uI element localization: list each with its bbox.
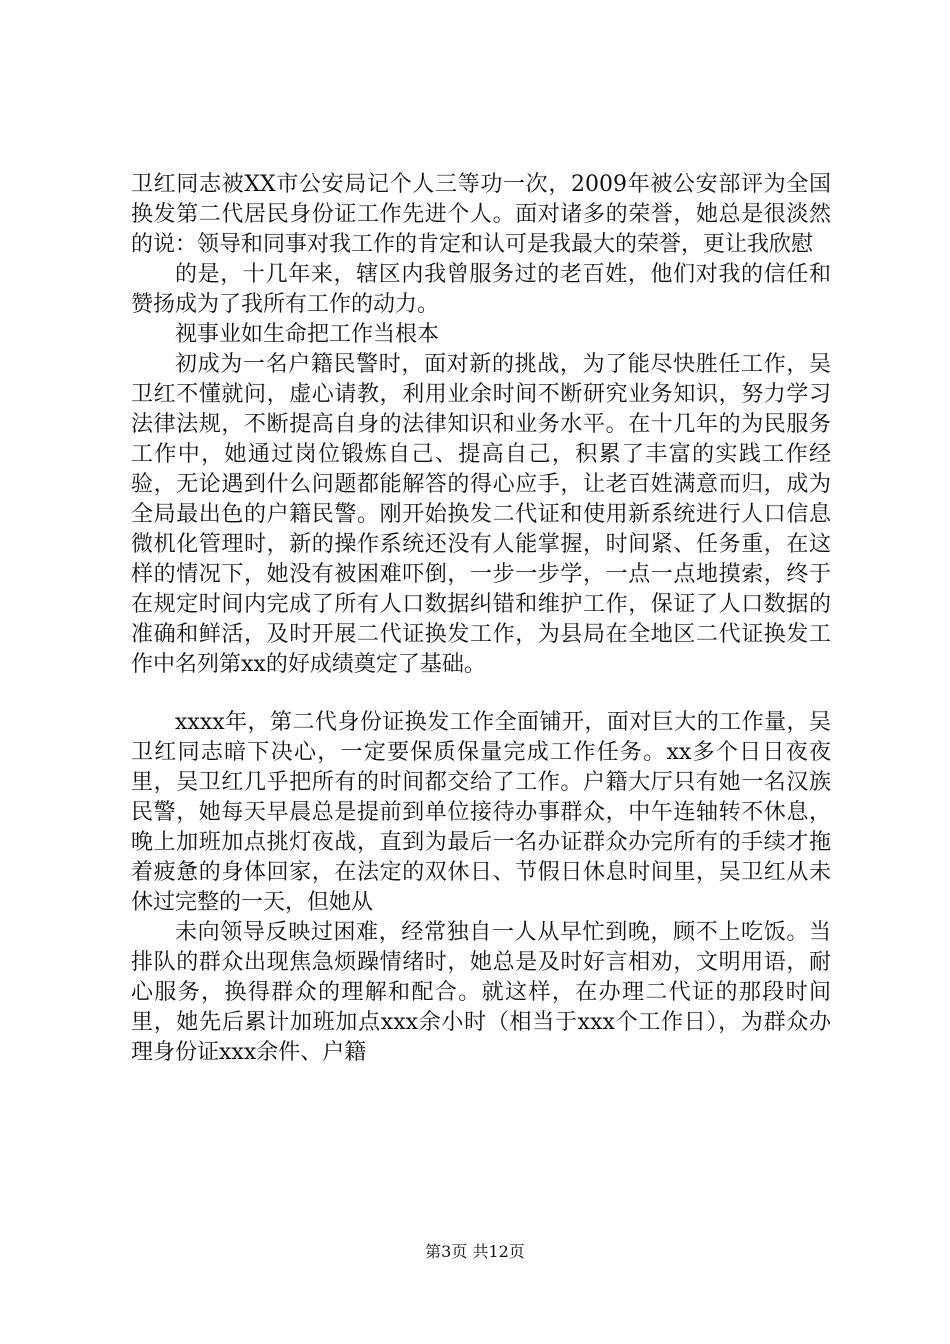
paragraph-3: 初成为一名户籍民警时，面对新的挑战，为了能尽快胜任工作，吴卫红不懂就问，虚心请教，利用业余时间不断研究业务知识，努力学习法律法规，不断提高自身的法律知识和业务水平。在十几年的为民服务工作中，她通过岗位锻炼自己、提高自己，积累了丰富的实践工作经验，无论遇到什么问题都能解答的得心应手，让老百姓满意而归，成为全局最出色的户籍民警。刚开始换发二代证和使用新系统进行人口信息微机化管理时，新的操作系统还没有人能掌握，时间紧、任务重，在这样的情况下，她没有被困难吓倒，一步一步学，一点一点地摸索，终于在规定时间内完成了所有人口数据纠错和维护工作，保证了人口数据的准确和鲜活，及时开展二代证换发工作，为县局在全地区二代证换发工作中名列第xx的好成绩奠定了基础。 xyxy=(131,352,831,677)
page-footer: 第3页 共12页 xyxy=(425,1242,525,1261)
paragraph-1: 卫红同志被XX市公安局记个人三等功一次，2009年被公安部评为全国换发第二代居民身份证工作先进个人。面对诸多的荣誉，她总是很淡然的说：领导和同事对我工作的肯定和认可是我最大的荣誉，更让我欣慰 xyxy=(131,172,831,257)
paragraph-2: 的是，十几年来，辖区内我曾服务过的老百姓，他们对我的信任和赞扬成为了我所有工作的动力。 xyxy=(131,262,831,317)
document-body xyxy=(131,170,831,1068)
paragraph-4: xxxx年，第二代身份证换发工作全面铺开，面对巨大的工作量，吴卫红同志暗下决心，一定要保质保量完成工作任务。xx多个日日夜夜里，吴卫红几乎把所有的时间都交给了工作。户籍大厅只有她一名汉族民警，她每天早晨总是提前到单位接待办事群众，中午连轴转不休息，晚上加班加点挑灯夜战，直到为最后一名办证群众办完所有的手续才拖着疲惫的身体回家，在法定的双休日、节假日休息时间里，吴卫红从未休过完整的一天，但她从 xyxy=(131,710,831,915)
paragraph-5: 未向领导反映过困难，经常独自一人从早忙到晚，顾不上吃饭。当排队的群众出现焦急烦躁情绪时，她总是及时好言相劝，文明用语，耐心服务，换得群众的理解和配合。就这样，在办理二代证的那段时间里，她先后累计加班加点xxx余小时（相当于xxx个工作日），为群众办理身份证xxx余件、户籍 xyxy=(131,920,831,1065)
section-heading: 视事业如生命把工作当根本 xyxy=(175,322,440,347)
